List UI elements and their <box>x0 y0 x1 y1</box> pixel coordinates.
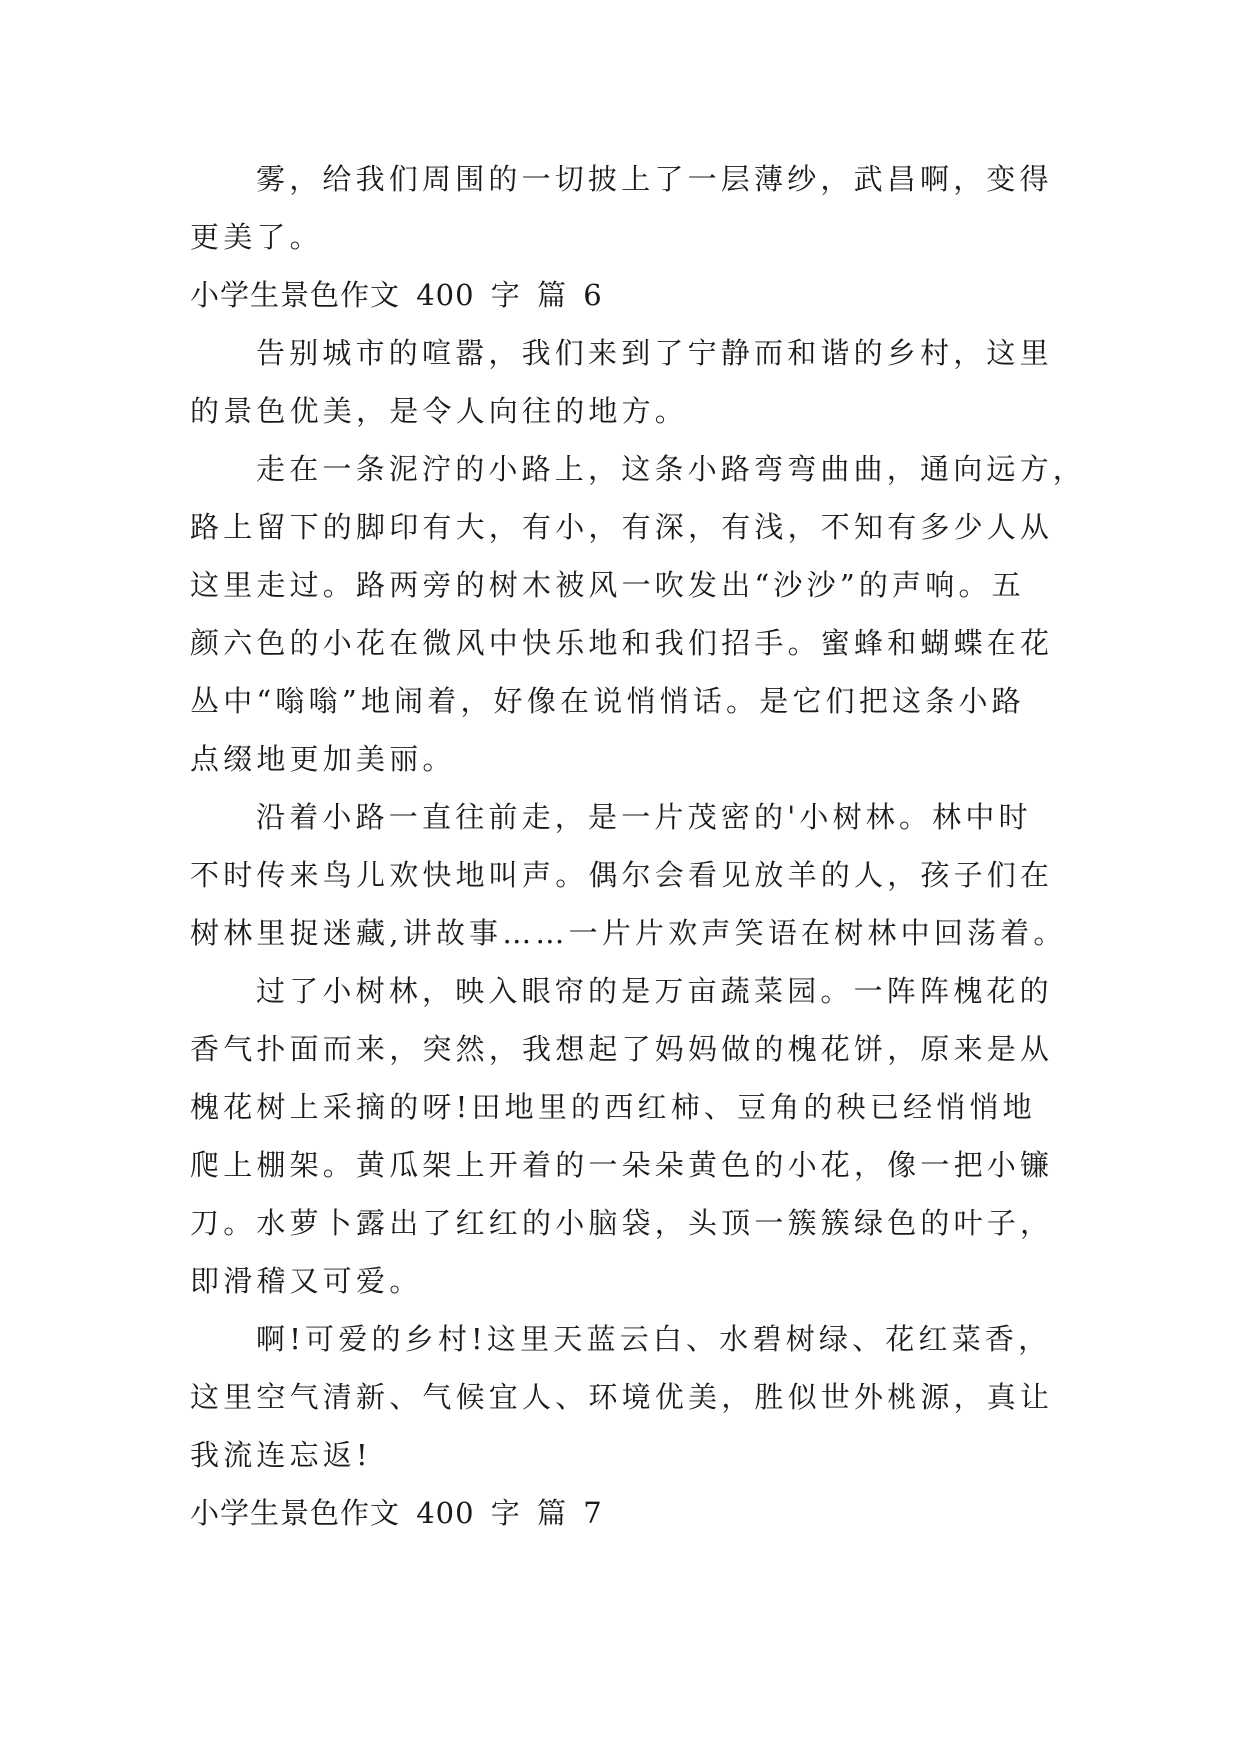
paragraph-line: 路上留下的脚印有大，有小，有深，有浅，不知有多少人从 <box>190 510 1054 544</box>
paragraph-line: 槐花树上采摘的呀!田地里的西红柿、豆角的秧已经悄悄地 <box>190 1090 1036 1124</box>
paragraph-2 <box>190 324 1060 440</box>
paragraph-line: 不时传来鸟儿欢快地叫声。偶尔会看见放羊的人，孩子们在 <box>190 858 1054 892</box>
paragraph-line: 香气扑面而来，突然，我想起了妈妈做的槐花饼，原来是从 <box>190 1032 1054 1066</box>
paragraph-6 <box>190 1310 1060 1484</box>
paragraph-line: 丛中“嗡嗡”地闹着，好像在说悄悄话。是它们把这条小路 <box>190 684 1025 718</box>
document-page <box>190 150 1087 1542</box>
paragraph-line: 颜六色的小花在微风中快乐地和我们招手。蜜蜂和蝴蝶在花 <box>190 626 1054 660</box>
paragraph-line: 这里空气清新、气候宜人、环境优美，胜似世外桃源，真让 <box>190 1380 1054 1414</box>
paragraph-3 <box>190 440 1087 788</box>
paragraph-line: 过了小树林，映入眼帘的是万亩蔬菜园。一阵阵槐花的 <box>256 974 1053 1008</box>
section-heading-6: 小学生景色作文 400 字 篇 6 <box>190 278 603 312</box>
paragraph-1 <box>190 150 1060 266</box>
paragraph-line: 点缀地更加美丽。 <box>190 742 456 776</box>
paragraph-line: 雾，给我们周围的一切披上了一层薄纱，武昌啊，变得 <box>256 162 1053 196</box>
paragraph-line: 爬上棚架。黄瓜架上开着的一朵朵黄色的小花，像一把小镰 <box>190 1148 1054 1182</box>
section-heading-7: 小学生景色作文 400 字 篇 7 <box>190 1496 603 1530</box>
paragraph-line: 刀。水萝卜露出了红红的小脑袋，头顶一簇簇绿色的叶子， <box>190 1206 1054 1240</box>
paragraph-line: 走在一条泥泞的小路上，这条小路弯弯曲曲，通向远方， <box>256 452 1087 486</box>
paragraph-line: 告别城市的喧嚣，我们来到了宁静而和谐的乡村，这里 <box>256 336 1053 370</box>
paragraph-line: 的景色优美，是令人向往的地方。 <box>190 394 689 428</box>
paragraph-line: 我流连忘返! <box>190 1438 372 1472</box>
paragraph-line: 更美了。 <box>190 220 323 254</box>
paragraph-line: 这里走过。路两旁的树木被风一吹发出“沙沙”的声响。五 <box>190 568 1025 602</box>
paragraph-5 <box>190 962 1060 1310</box>
paragraph-line: 树林里捉迷藏,讲故事……一片片欢声笑语在树林中回荡着。 <box>190 916 1067 950</box>
paragraph-line: 啊!可爱的乡村!这里天蓝云白、水碧树绿、花红菜香， <box>256 1322 1052 1356</box>
paragraph-line: 沿着小路一直往前走，是一片茂密的'小树林。林中时 <box>256 800 1032 834</box>
paragraph-line: 即滑稽又可爱。 <box>190 1264 423 1298</box>
paragraph-4 <box>190 788 1067 962</box>
